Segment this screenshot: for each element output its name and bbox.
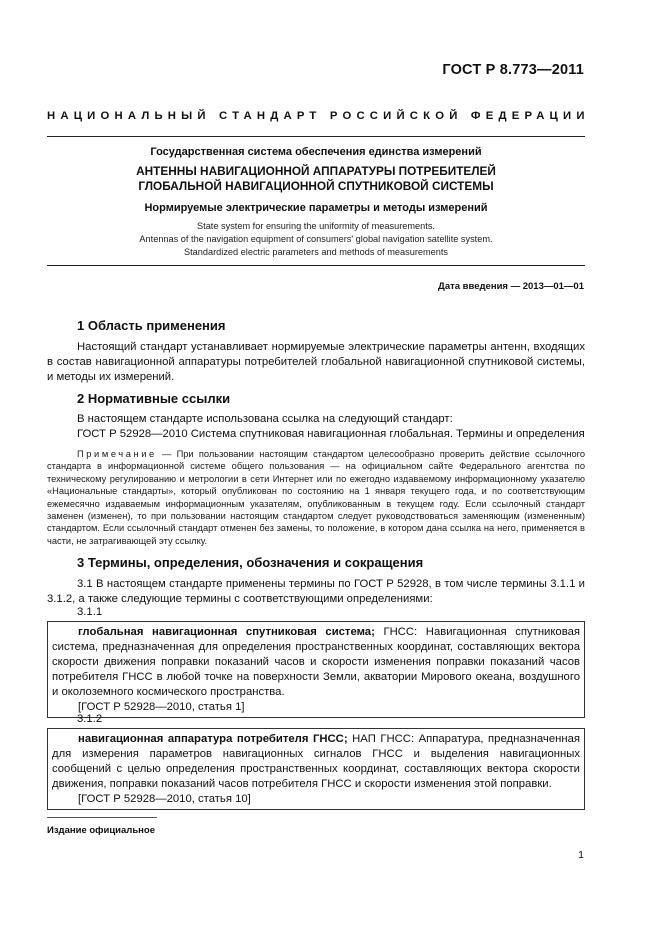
top-divider — [47, 136, 585, 137]
term-1-name: глобальная навигационная спутниковая система; — [78, 626, 375, 638]
section-2-intro: В настоящем стандарте использована ссылка на следующий стандарт: — [77, 413, 453, 425]
document-subtitle: Нормируемые электрические параметры и методы измерений — [144, 202, 488, 214]
main-title-line-1: АНТЕННЫ НАВИГАЦИОННОЙ АППАРАТУРЫ ПОТРЕБИТЕЛЕЙ — [136, 164, 496, 178]
page-number: 1 — [578, 849, 584, 861]
term-2-body — [52, 732, 580, 792]
standard-number: ГОСТ Р 8.773—2011 — [442, 62, 584, 78]
national-standard-title: НАЦИОНАЛЬНЫЙ СТАНДАРТ РОССИЙСКОЙ ФЕДЕРАЦИИ — [47, 110, 590, 122]
note-label: Примечание — [77, 449, 157, 459]
term-2-definition: НАП ГНСС: Аппаратура, предназначенная для измерения параметров навигационных сигналов ГНСС и выделения навигационных сообщений с целью определения пространственных координат, составляющих вектора скорости движения, поправки показаний часов потребителя ГНСС и скорости изменения этой поправки. — [52, 733, 580, 790]
section-2-reference: ГОСТ Р 52928—2010 Система спутниковая навигационная глобальная. Термины и определения — [77, 428, 585, 440]
term-1-box — [47, 621, 585, 718]
term-1-number: 3.1.1 — [77, 606, 103, 618]
section-3-heading: 3 Термины, определения, обозначения и сокращения — [77, 555, 424, 570]
english-title-line-3: Standardized electric parameters and methods of measurements — [183, 247, 449, 257]
section-1-text: Настоящий стандарт устанавливает нормируемые электрические параметры антенн, входящих в состав навигационной аппаратуры потребителей глобальной навигационной спутниковой системы, и методы их измерений. — [47, 341, 585, 383]
introduction-date: Дата введения — 2013—01—01 — [438, 281, 584, 292]
term-2-box — [47, 728, 585, 810]
term-2-number: 3.1.2 — [77, 713, 103, 725]
section-2-heading: 2 Нормативные ссылки — [77, 391, 231, 406]
term-1-definition: ГНСС: Навигационная спутниковая система, предназначенная для определения пространственных координат, составляющих вектора скорости движения поправки показаний часов и скорости изменения поправки показаний часов потребителя ГНСС в любой точке на поверхности Земли, акватории Мирового океана, воздушного и околоземного космического пространства. — [52, 626, 580, 698]
term-2-source: [ГОСТ Р 52928—2010, статья 10] — [78, 793, 251, 805]
footer-divider — [47, 817, 157, 818]
section-2-note — [47, 448, 585, 547]
english-title-line-1: State system for ensuring the uniformity of measurements. — [197, 221, 435, 231]
section-3-intro: 3.1 В настоящем стандарте применены термины по ГОСТ Р 52928, в том числе термины 3.1.1 и 3.1.2, а также следующие термины с соответствующими определениями: — [47, 578, 585, 605]
main-title-line-2: ГЛОБАЛЬНОЙ НАВИГАЦИОННОЙ СПУТНИКОВОЙ СИСТЕМЫ — [138, 179, 494, 193]
english-title-block — [47, 220, 585, 259]
system-title: Государственная система обеспечения единства измерений — [150, 146, 482, 158]
edition-label: Издание официальное — [47, 825, 155, 836]
title-divider — [47, 265, 585, 266]
note-body: — При пользовании настоящим стандартом целесообразно проверить действие ссылочного стандарта в информационной системе общего пользования — на официальном сайте Федерального агентства по техническому регулированию и метрологии в сети Интернет или по ежегодно издаваемому информационному указателю «Национальные стандарты», который опубликован по состоянию на 1 января текущего года, и по соответствующим ежемесячно издаваемым информационным указателям, опубликованным в текущем году. Если ссылочный стандарт заменен (изменен), то при пользовании настоящим стандартом следует руководствоваться заменяющим (измененным) стандартом. Если ссылочный стандарт отменен без замены, то положение, в котором дана ссылка на него, применяется в части, не затрагивающей эту ссылку. — [47, 449, 585, 546]
term-2-name: навигационная аппаратура потребителя ГНСС; — [78, 733, 348, 745]
term-1-body — [52, 625, 580, 700]
term-1-source: [ГОСТ Р 52928—2010, статья 1] — [78, 701, 245, 713]
english-title-line-2: Antennas of the navigation equipment of consumers' global navigation satellite system. — [139, 234, 493, 244]
section-1-heading: 1 Область применения — [77, 318, 226, 333]
document-main-title — [47, 164, 585, 194]
